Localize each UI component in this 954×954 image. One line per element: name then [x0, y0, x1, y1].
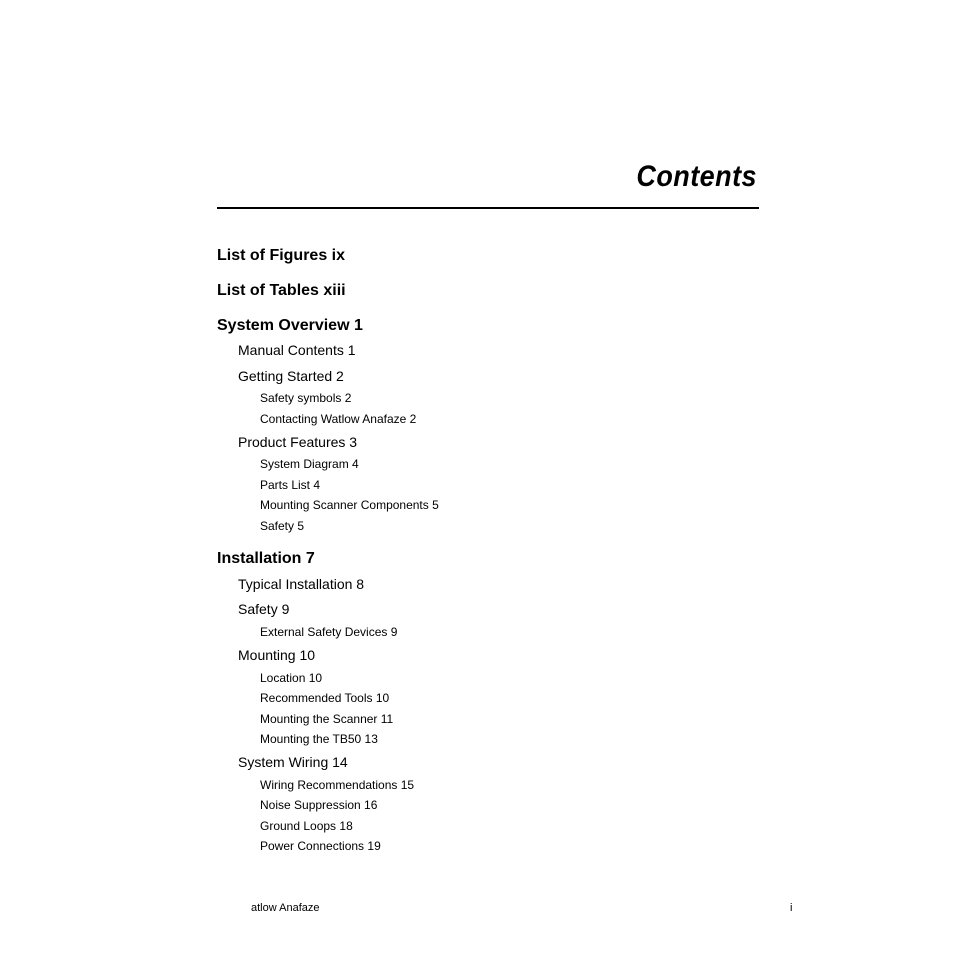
- toc-entry-ground-loops[interactable]: Ground Loops 18: [260, 819, 353, 833]
- toc-entry-installation[interactable]: Installation 7: [217, 550, 315, 567]
- toc-entry-product-features[interactable]: Product Features 3: [238, 434, 358, 450]
- toc-entry-wiring-recommendations[interactable]: Wiring Recommendations 15: [260, 778, 415, 792]
- toc-entry-safety-5[interactable]: Safety 5: [260, 519, 305, 533]
- toc-entry-mounting-the-tb50[interactable]: Mounting the TB50 13: [260, 732, 378, 746]
- toc-entry-safety-9[interactable]: Safety 9: [238, 601, 290, 617]
- toc-entry-safety-symbols[interactable]: Safety symbols 2: [260, 391, 352, 405]
- toc-entry-manual-contents[interactable]: Manual Contents 1: [238, 342, 356, 358]
- footer-publisher: atlow Anafaze: [251, 902, 320, 914]
- toc-entry-external-safety-devices[interactable]: External Safety Devices 9: [260, 625, 398, 639]
- toc-entry-recommended-tools[interactable]: Recommended Tools 10: [260, 691, 390, 705]
- toc-entry-system-wiring[interactable]: System Wiring 14: [238, 754, 348, 770]
- toc-entry-mounting-scanner-components[interactable]: Mounting Scanner Components 5: [260, 498, 439, 512]
- page-title: Contents: [636, 160, 757, 193]
- toc-entry-list-of-figures[interactable]: List of Figures ix: [217, 247, 346, 264]
- toc-entry-mounting[interactable]: Mounting 10: [238, 647, 316, 663]
- toc-entry-parts-list[interactable]: Parts List 4: [260, 478, 321, 492]
- toc-entry-system-overview[interactable]: System Overview 1: [217, 317, 363, 334]
- toc-entry-mounting-the-scanner[interactable]: Mounting the Scanner 11: [260, 712, 394, 726]
- toc-entry-power-connections[interactable]: Power Connections 19: [260, 839, 381, 853]
- toc-entry-getting-started[interactable]: Getting Started 2: [238, 368, 344, 384]
- toc-entry-list-of-tables[interactable]: List of Tables xiii: [217, 282, 346, 299]
- footer-page-number: i: [790, 902, 793, 914]
- toc-entry-typical-installation[interactable]: Typical Installation 8: [238, 576, 365, 592]
- toc-entry-location[interactable]: Location 10: [260, 671, 323, 685]
- toc-entry-system-diagram[interactable]: System Diagram 4: [260, 457, 359, 471]
- toc-entry-contacting-watlow[interactable]: Contacting Watlow Anafaze 2: [260, 412, 417, 426]
- toc-entry-noise-suppression[interactable]: Noise Suppression 16: [260, 798, 378, 812]
